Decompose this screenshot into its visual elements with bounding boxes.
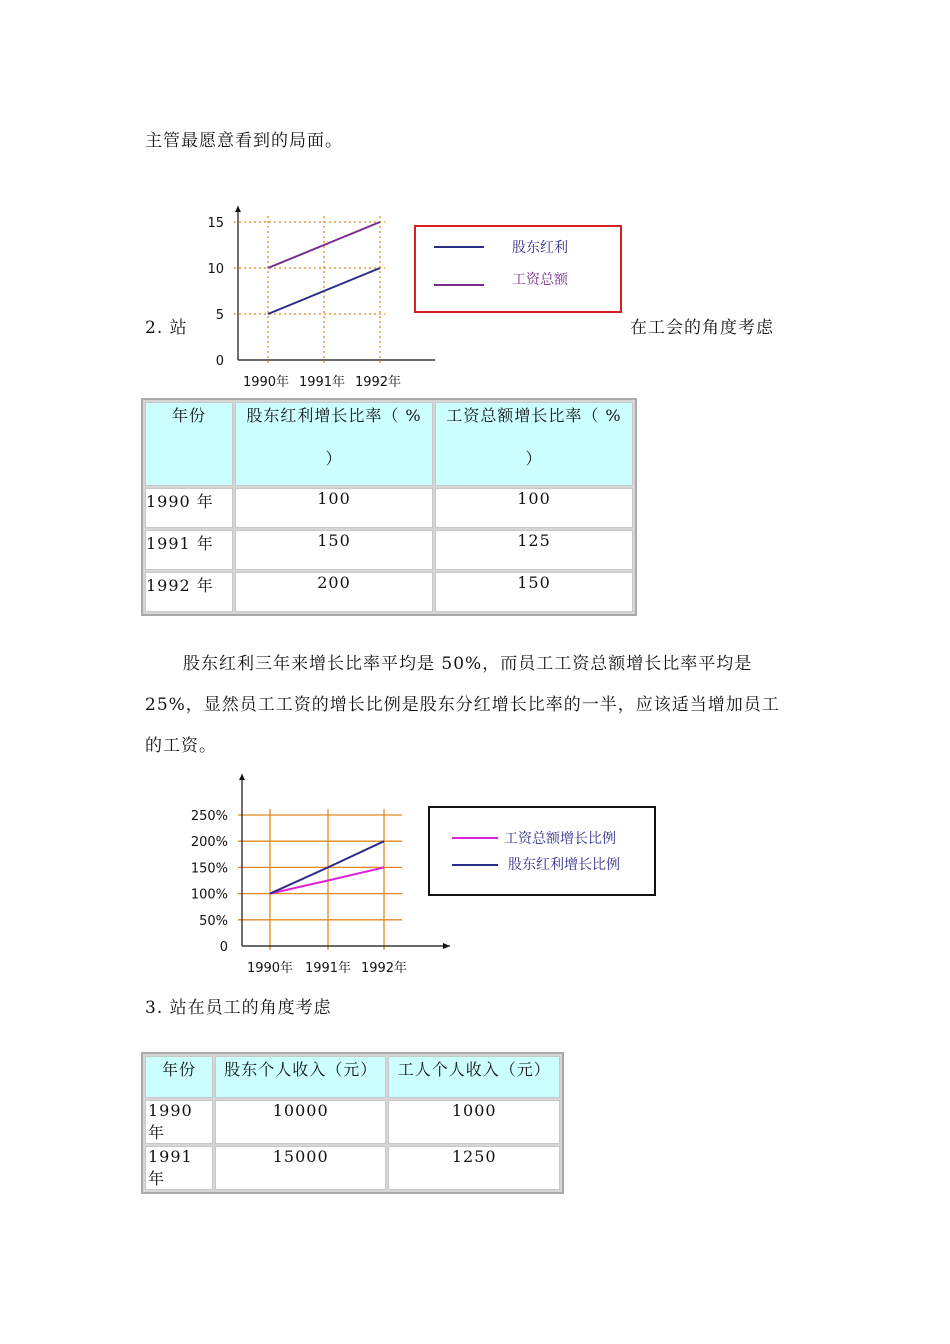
table-row xyxy=(145,572,633,612)
para-line-3: 的工资。 xyxy=(145,736,217,756)
table1-header-dividend-line1: 股东红利增长比率（ % xyxy=(246,406,422,425)
chart-1 xyxy=(195,200,435,395)
y-tick-label: 0 xyxy=(219,940,228,955)
table2-header-worker: 工人个人收入（元） xyxy=(388,1056,560,1098)
table1-header-wage-line2: ） xyxy=(525,449,543,468)
x-tick-label: 1990年 xyxy=(242,375,290,390)
x-tick-label: 1991年 xyxy=(298,375,346,390)
table1-cell: 1991 年 xyxy=(145,530,233,570)
x-tick-label: 1992年 xyxy=(354,375,402,390)
table-row xyxy=(145,530,633,570)
legend-label-dividend: 股东红利 xyxy=(512,240,568,256)
legend-label-wage: 工资总额 xyxy=(512,272,568,288)
section2-prefix: 2. 站 xyxy=(145,318,188,338)
y-tick-label: 100% xyxy=(190,887,228,903)
table1-header-wage-line1: 工资总额增长比率（ % xyxy=(446,406,622,425)
legend-swatch-dividend-rate xyxy=(452,864,498,866)
table2-cell: 1250 xyxy=(388,1146,560,1190)
legend-swatch-wage-rate xyxy=(452,837,498,839)
table1-header-dividend xyxy=(235,402,433,486)
table2-cell: 15000 xyxy=(215,1146,387,1190)
table1-cell: 1992 年 xyxy=(145,572,233,612)
table2-cell: 1990 年 xyxy=(145,1100,213,1144)
table1-cell: 100 xyxy=(235,488,433,528)
x-tick-label: 1990年 xyxy=(246,961,294,976)
y-axis-arrow xyxy=(235,206,241,212)
table1-cell: 150 xyxy=(435,572,633,612)
growth-rate-table xyxy=(141,398,637,616)
y-tick-label: 5 xyxy=(215,308,224,323)
legend-swatch-dividend xyxy=(434,246,484,248)
table1-cell: 150 xyxy=(235,530,433,570)
table-row xyxy=(145,488,633,528)
x-axis-arrow xyxy=(443,943,450,949)
table1-cell: 200 xyxy=(235,572,433,612)
table1-header-year: 年份 xyxy=(145,402,233,486)
legend-label-wage-rate: 工资总额增长比例 xyxy=(504,831,616,847)
para-line-1: 股东红利三年来增长比率平均是 50%，而员工工资总额增长比率平均是 xyxy=(183,654,753,674)
income-table xyxy=(141,1052,564,1194)
y-tick-label: 200% xyxy=(190,835,228,851)
y-tick-label: 150% xyxy=(190,861,228,877)
y-tick-label: 250% xyxy=(190,809,228,824)
section2-suffix: 在工会的角度考虑 xyxy=(630,318,774,338)
y-tick-label: 0 xyxy=(215,354,224,369)
intro-line: 主管最愿意看到的局面。 xyxy=(145,131,343,151)
table2-cell: 1000 xyxy=(388,1100,560,1144)
table-row xyxy=(145,1100,560,1144)
table1-cell: 125 xyxy=(435,530,633,570)
table1-cell: 1990 年 xyxy=(145,488,233,528)
table2-cell: 10000 xyxy=(215,1100,387,1144)
y-tick-label: 10 xyxy=(207,262,224,277)
y-tick-label: 50% xyxy=(199,913,228,929)
x-tick-label: 1992年 xyxy=(360,961,408,976)
legend-label-dividend-rate: 股东红利增长比例 xyxy=(508,857,620,873)
chart-2 xyxy=(180,770,460,980)
table1-header-wage xyxy=(435,402,633,486)
para-line-2: 25%，显然员工工资的增长比例是股东分红增长比率的一半，应该适当增加员工 xyxy=(145,695,780,715)
table1-header-dividend-line2: ） xyxy=(325,449,343,468)
y-tick-label: 15 xyxy=(207,216,224,231)
section3-heading: 3. 站在员工的角度考虑 xyxy=(145,998,332,1018)
table2-header-year: 年份 xyxy=(145,1056,213,1098)
y-axis-arrow xyxy=(239,774,245,780)
chart1-legend xyxy=(414,225,622,313)
x-tick-label: 1991年 xyxy=(304,961,352,976)
table2-cell: 1991 年 xyxy=(145,1146,213,1190)
chart2-legend xyxy=(428,806,656,896)
series-line xyxy=(270,867,384,893)
table2-header-shareholder: 股东个人收入（元） xyxy=(215,1056,387,1098)
table1-cell: 100 xyxy=(435,488,633,528)
table-row xyxy=(145,1146,560,1190)
legend-swatch-wage xyxy=(434,284,484,286)
